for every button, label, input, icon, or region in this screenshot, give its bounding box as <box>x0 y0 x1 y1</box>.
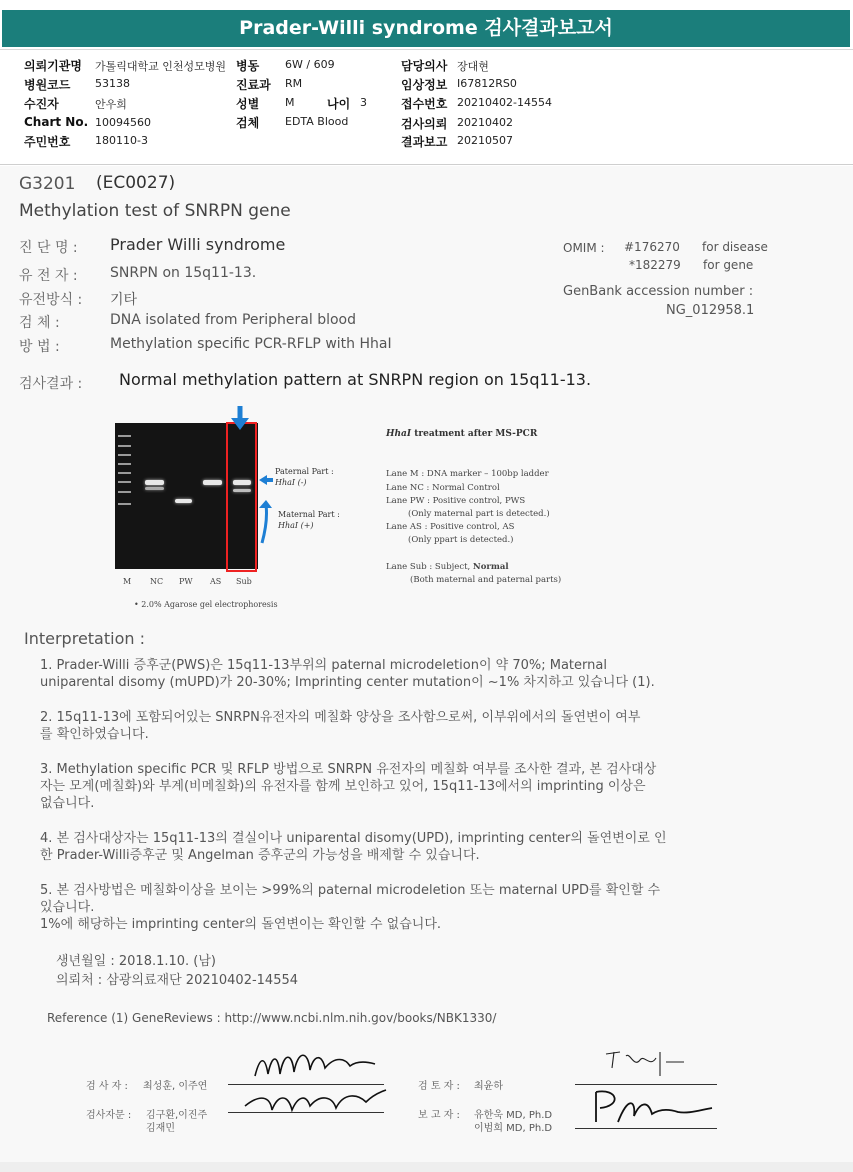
signature-reporter <box>588 1086 718 1126</box>
interpretation-heading: Interpretation : <box>24 629 145 648</box>
legend-line: Lane NC : Normal Control <box>386 483 500 493</box>
tester-label: 검 사 자 : <box>86 1081 128 1092</box>
subject-lane-highlight <box>226 422 257 572</box>
advisor-label: 검사자문 : <box>86 1110 132 1121</box>
omim-label: OMIM : <box>563 241 605 255</box>
legend-line: (Only ppart is detected.) <box>408 535 514 545</box>
dept-value: RM <box>285 77 303 90</box>
referral: 의뢰처 : 삼광의료재단 20210402-14554 <box>56 973 299 988</box>
hospital-code-label: 병원코드 <box>24 78 71 92</box>
chart-no-label: Chart No. <box>24 115 89 129</box>
lane-label: NC <box>150 577 164 586</box>
age-label: 나이 <box>327 97 351 111</box>
specimen-method-label: 검 체 : <box>19 315 60 331</box>
omim-gene-note: for gene <box>703 258 754 272</box>
institution-label: 의뢰기관명 <box>24 59 82 73</box>
legend-subject-note: (Both maternal and paternal parts) <box>410 575 562 585</box>
figure-caption-italic: HhaI <box>386 429 412 439</box>
lane-label: Sub <box>236 577 252 586</box>
reviewer-value: 최윤하 <box>474 1081 503 1092</box>
age-value: 3 <box>360 96 367 109</box>
test-code-ec: (EC0027) <box>96 173 176 193</box>
specimen-value: EDTA Blood <box>285 115 349 128</box>
interpretation-item: 1. Prader-Willi 증후군(PWS)은 15q11-13부위의 paternal microdeletion이 약 70%; Maternal uniparental disomy (mUPD)가 20-30%; Imprinting center mutation이 ~1% 차지하고 있습니다 (1). <box>40 658 655 690</box>
receipt-no-label: 접수번호 <box>401 97 448 111</box>
reporter-value-1: 유한욱 MD, Ph.D <box>474 1110 553 1121</box>
patient-value: 안우희 <box>95 98 127 111</box>
test-name: Methylation test of SNRPN gene <box>19 201 291 221</box>
gene-value: SNRPN on 15q11-13. <box>110 265 257 281</box>
signature-reviewer <box>600 1048 690 1084</box>
bottom-strip <box>0 1162 853 1172</box>
signature-tester <box>250 1046 380 1086</box>
request-date-value: 20210402 <box>457 116 513 129</box>
signature-line <box>575 1128 717 1129</box>
report-date-value: 20210507 <box>457 134 513 147</box>
clinical-info-label: 임상정보 <box>401 78 448 92</box>
chart-no-value: 10094560 <box>95 116 151 129</box>
reviewer-label: 검 토 자 : <box>418 1081 460 1092</box>
receipt-no-value: 20210402-14554 <box>457 96 552 109</box>
figure-caption-rest: treatment after MS-PCR <box>411 429 538 439</box>
interpretation-item: 2. 15q11-13에 포함되어있는 SNRPN유전자의 메칠화 양상을 조사함으로써, 이부위에서의 돌연변이 여부 를 확인하였습니다. <box>40 710 641 742</box>
diagnosis-value: Prader Willi syndrome <box>110 235 286 254</box>
bracket-arrow-icon <box>254 499 276 549</box>
maternal-sub: HhaI (+) <box>278 521 314 530</box>
omim-disease-note: for disease <box>702 240 768 254</box>
paternal-sub: HhaI (-) <box>275 478 307 487</box>
legend-subject-bold: Normal <box>472 562 509 572</box>
reporter-label: 보 고 자 : <box>418 1110 460 1121</box>
resident-no-value: 180110-3 <box>95 134 148 147</box>
maternal-label: Maternal Part : <box>278 510 340 519</box>
paternal-label: Paternal Part : <box>275 467 334 476</box>
hospital-code-value: 53138 <box>95 77 130 90</box>
report-body <box>0 166 853 1162</box>
interpretation-item: 5. 본 검사방법은 메칠화이상을 보이는 >99%의 paternal microdeletion 또는 maternal UPD를 확인할 수 있습니다. 1%에 해당하는 imprinting center의 돌연변이는 확인할 수 없습니다. <box>40 883 661 932</box>
reference: Reference (1) GeneReviews : http://www.ncbi.nlm.nih.gov/books/NBK1330/ <box>47 1011 497 1025</box>
gene-label: 유 전 자 : <box>19 268 78 284</box>
patient-info-header <box>0 50 853 165</box>
title-bar <box>0 0 853 50</box>
gel-footnote: • 2.0% Agarose gel electrophoresis <box>134 600 278 609</box>
genbank-label: GenBank accession number : <box>563 284 754 299</box>
doctor-value: 장대현 <box>457 60 489 73</box>
arrow-left-icon <box>258 474 274 486</box>
method-label: 방 법 : <box>19 339 60 355</box>
ward-value: 6W / 609 <box>285 58 335 71</box>
tester-value: 최성훈, 이주연 <box>143 1081 208 1092</box>
arrow-down-icon <box>228 404 252 434</box>
inheritance-value: 기타 <box>110 292 138 308</box>
omim-gene: *182279 <box>629 258 681 272</box>
advisor-value-2: 김재민 <box>146 1123 175 1134</box>
request-date-label: 검사의뢰 <box>401 117 448 131</box>
lane-label: M <box>123 577 132 586</box>
report-date-label: 결과보고 <box>401 135 448 149</box>
legend-subject <box>386 562 509 572</box>
method-value: Methylation specific PCR-RFLP with HhaI <box>110 336 392 352</box>
signature-line <box>575 1084 717 1085</box>
legend-line: Lane PW : Positive control, PWS <box>386 496 526 506</box>
resident-no-label: 주민번호 <box>24 135 71 149</box>
specimen-label: 검체 <box>236 116 260 130</box>
legend-line: Lane AS : Positive control, AS <box>386 522 515 532</box>
lane-label: AS <box>210 577 222 586</box>
ward-label: 병동 <box>236 59 260 73</box>
interpretation-item: 3. Methylation specific PCR 및 RFLP 방법으로 SNRPN 유전자의 메칠화 여부를 조사한 결과, 본 검사대상 자는 모계(메칠화)와 부계(비메칠화)의 유전자를 함께 보인하고 있어, 15q11-13에서의 imprinting 이상은 없습니다. <box>40 762 657 811</box>
specimen-method-value: DNA isolated from Peripheral blood <box>110 312 357 328</box>
report-title: Prader-Willi syndrome 검사결과보고서 <box>2 10 850 47</box>
sex-value: M <box>285 96 295 109</box>
advisor-value-1: 김구환,이진주 <box>146 1110 208 1121</box>
birth-date: 생년월일 : 2018.1.10. (남) <box>56 954 217 969</box>
result-label: 검사결과 : <box>19 376 83 392</box>
legend-line: Lane M : DNA marker – 100bp ladder <box>386 469 549 479</box>
inheritance-label: 유전방식 : <box>19 292 83 308</box>
reporter-value-2: 이범희 MD, Ph.D <box>474 1123 553 1134</box>
institution-value: 가톨릭대학교 인천성모병원 <box>95 60 227 73</box>
legend-subject-prefix: Lane Sub : Subject, <box>386 562 473 572</box>
interpretation-item: 4. 본 검사대상자는 15q11-13의 결실이나 uniparental disomy(UPD), imprinting center의 돌연변이로 인 한 Prader-Willi증후군 및 Angelman 증후군의 가능성을 배제할 수 있습니다. <box>40 831 667 863</box>
patient-label: 수진자 <box>24 97 59 111</box>
lane-label: PW <box>179 577 193 586</box>
genbank-value: NG_012958.1 <box>666 303 755 318</box>
diagnosis-label: 진 단 명 : <box>19 240 78 256</box>
dept-label: 진료과 <box>236 78 271 92</box>
signature-advisor <box>240 1086 390 1120</box>
omim-disease: #176270 <box>624 240 680 254</box>
clinical-info-value: I67812RS0 <box>457 77 517 90</box>
sex-label: 성별 <box>236 97 260 111</box>
doctor-label: 담당의사 <box>401 59 448 73</box>
result-value: Normal methylation pattern at SNRPN region on 15q11-13. <box>119 370 592 389</box>
test-code: G3201 <box>19 174 76 194</box>
legend-line: (Only maternal part is detected.) <box>408 509 550 519</box>
figure-caption <box>386 429 537 439</box>
